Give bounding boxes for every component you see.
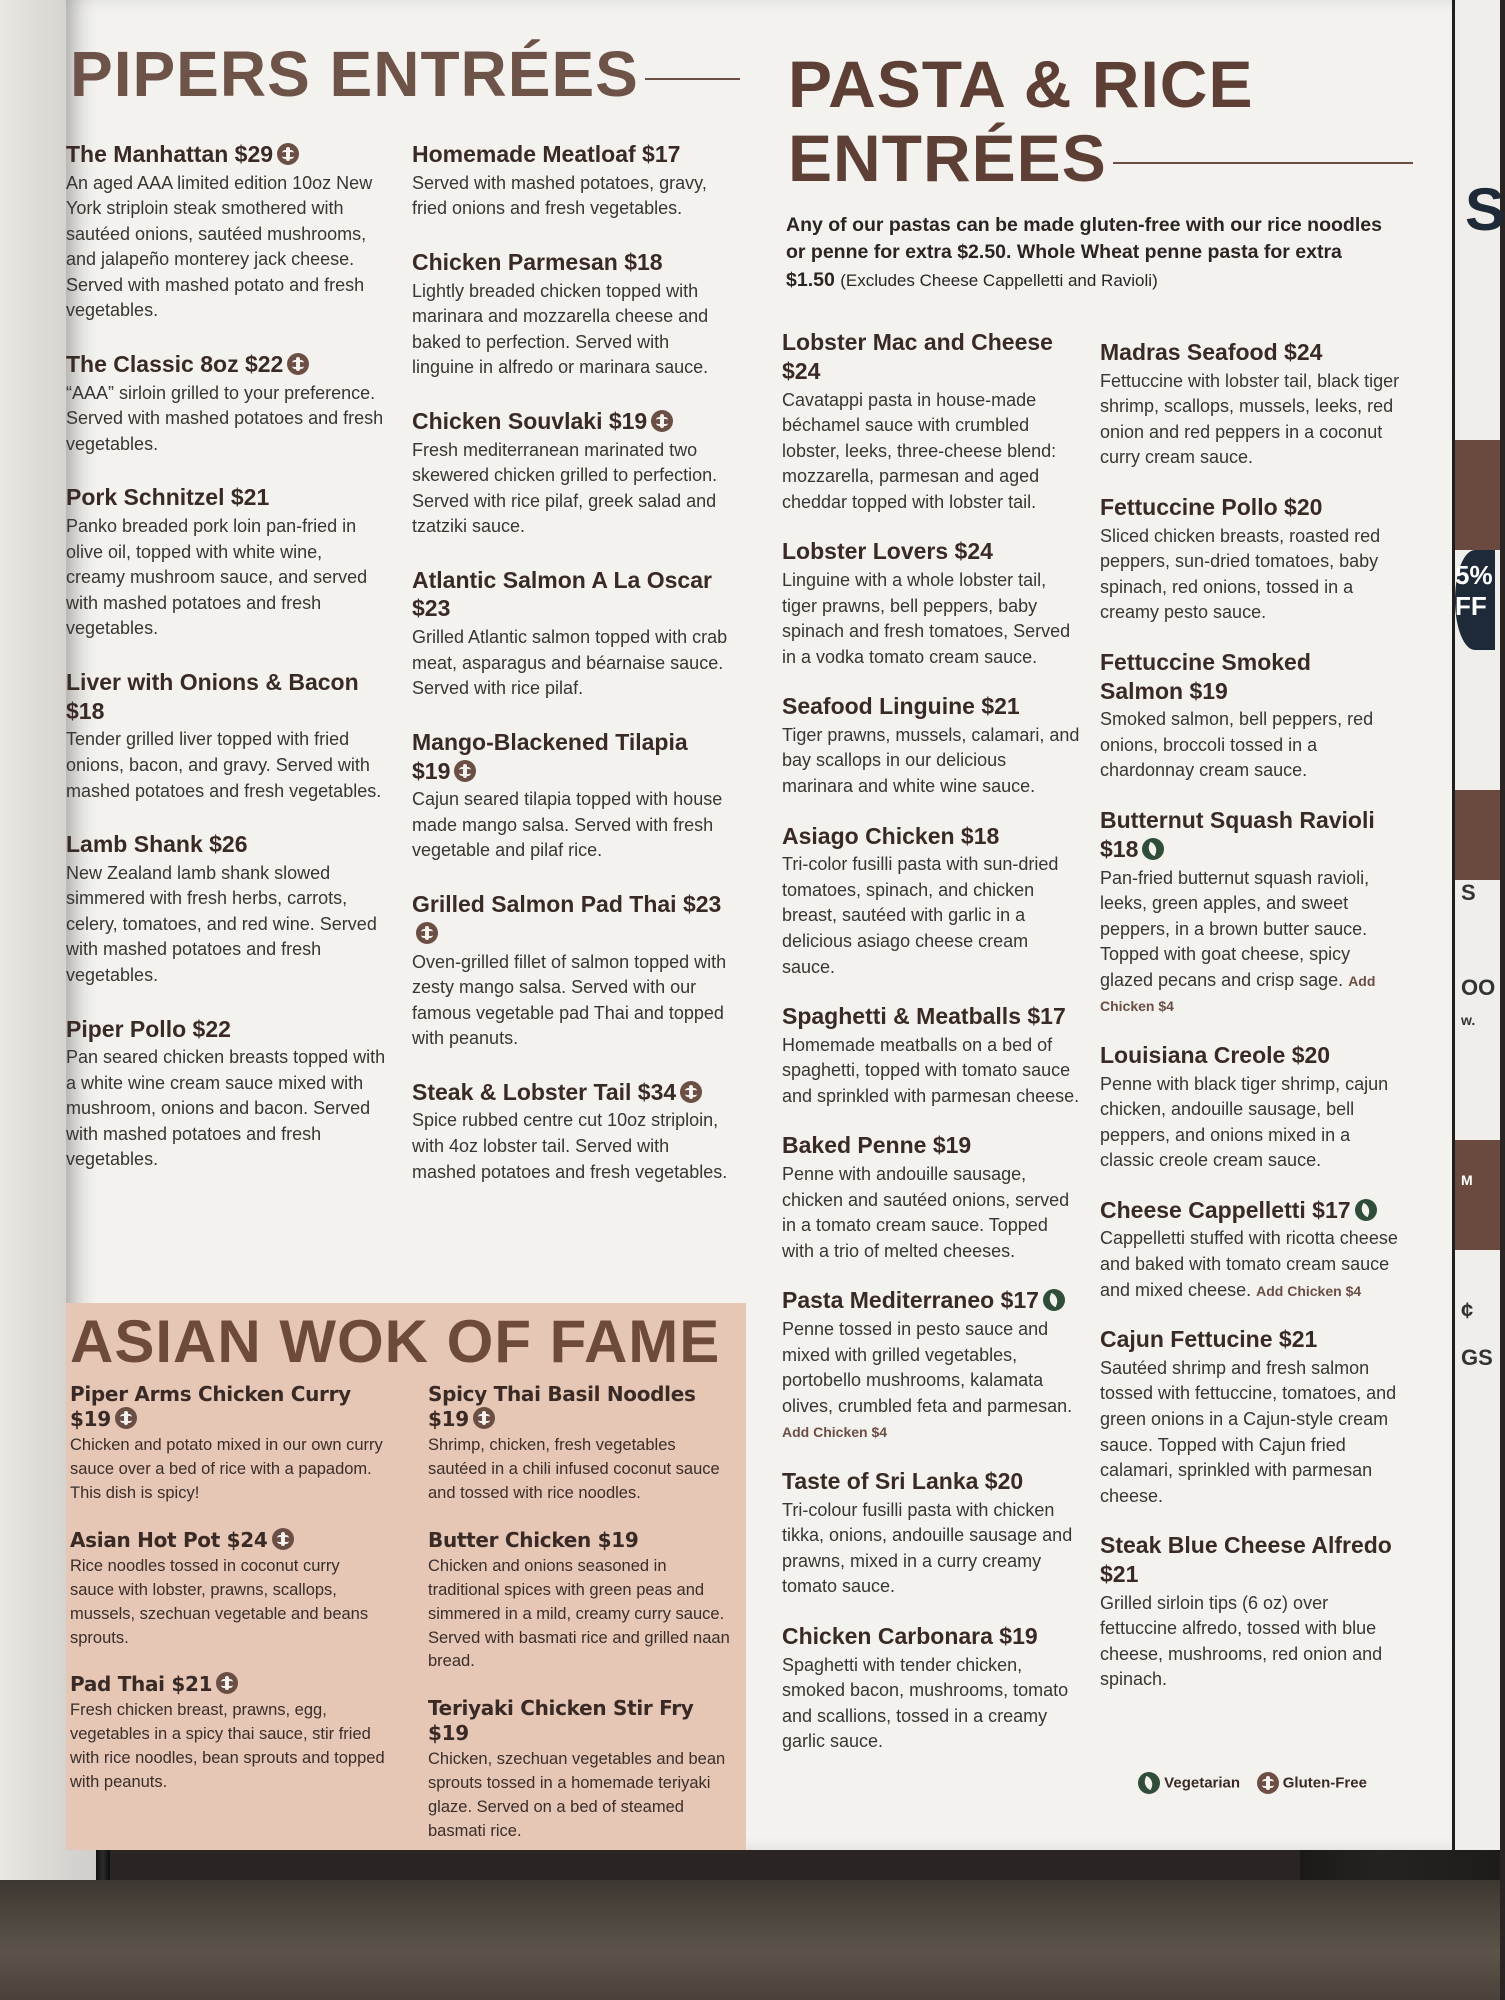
menu-item — [66, 140, 386, 324]
next-page-edge — [1455, 0, 1505, 1850]
item-name: Asian Hot Pot $24 — [70, 1527, 268, 1552]
item-description: Homemade meatballs on a bed of spaghetti, topped with tomato sauce and sprinkled with parmesan cheese. — [782, 1034, 1080, 1106]
menu-item — [782, 328, 1082, 515]
menu-item — [782, 1286, 1082, 1444]
item-description: Chicken and potato mixed in our own curry sauce over a bed of rice with a papadom. This dish is spicy! — [70, 1436, 383, 1502]
item-description: Smoked salmon, bell peppers, red onions, broccoli tossed in a chardonnay cream sauce. — [1100, 709, 1374, 781]
dietary-legend — [1134, 1772, 1367, 1794]
item-description: Cappelletti stuffed with ricotta cheese and baked with tomato cream sauce and mixed cheese. — [1100, 1228, 1398, 1300]
menu-item — [1100, 1325, 1400, 1509]
item-name: Spicy Thai Basil Noodles $19 — [428, 1382, 696, 1431]
next-page-fragment: S — [1465, 176, 1505, 243]
next-page-fragment: GS — [1461, 1345, 1493, 1370]
item-name: Pasta Mediterraneo $17 — [782, 1287, 1039, 1314]
menu-item — [1100, 1041, 1400, 1174]
item-description: Grilled Atlantic salmon topped with crab meat, asparagus and béarnaise sauce. Served with rice pilaf. — [412, 627, 728, 699]
item-description: Cajun seared tilapia topped with house made mango salsa. Served with fresh vegetable and pilaf rice. — [412, 789, 723, 861]
menu-item — [1100, 493, 1400, 626]
item-name: Atlantic Salmon A La Oscar $23 — [412, 566, 712, 622]
item-description: Pan-fried butternut squash ravioli, leeks, green apples, and sweet peppers, in a brown butter sauce. Topped with goat cheese, spicy glazed pecans and crisp sage. — [1100, 867, 1370, 990]
item-description: Panko breaded pork loin pan-fried in olive oil, topped with white wine, creamy mushroom sauce, and served with mashed potatoes and fresh vegetables. — [66, 516, 368, 639]
menu-item — [66, 830, 386, 988]
item-description: Fresh mediterranean marinated two skewered chicken grilled to perfection. Served with rice pilaf, greek salad and tzatziki sauce. — [412, 439, 718, 537]
addon-note: Add Chicken $4 — [782, 1424, 888, 1441]
pasta-column-1 — [782, 328, 1082, 1777]
item-name: Piper Pollo $22 — [66, 1015, 231, 1042]
menu-item — [1100, 1531, 1400, 1693]
menu-item — [66, 1015, 386, 1173]
item-name: Butter Chicken $19 — [428, 1527, 639, 1552]
item-name: Mango-Blackened Tilapia $19 — [412, 728, 688, 784]
item-name: The Manhattan $29 — [66, 141, 274, 167]
item-name: Chicken Souvlaki $19 — [412, 407, 648, 434]
menu-item — [66, 350, 386, 457]
item-name: Homemade Meatloaf $17 — [412, 141, 681, 167]
menu-item — [782, 537, 1082, 670]
legend-gluten-free-label: Gluten-Free — [1282, 1774, 1367, 1792]
menu-item — [428, 1696, 734, 1844]
legend-vegetarian-label: Vegetarian — [1164, 1774, 1241, 1792]
item-description: Tri-colour fusilli pasta with chicken tikka, onions, andouille sausage and prawns, mixed in a curry creamy tomato sauce. — [782, 1499, 1073, 1597]
pasta-rice-title: PASTA & RICE ENTRÉES — [788, 48, 1413, 196]
next-page-fragment: OO — [1461, 975, 1496, 1000]
item-description: Sliced chicken breasts, roasted red peppers, sun-dried tomatoes, baby spinach, red onions, tossed in a creamy pesto sauce. — [1100, 525, 1381, 623]
item-description: Tri-color fusilli pasta with sun-dried tomatoes, spinach, and chicken breast, sautéed with garlic in a delicious asiago cheese cream sauce. — [782, 854, 1059, 977]
item-name: Seafood Linguine $21 — [782, 693, 1020, 720]
item-name: Cheese Cappelletti $17 — [1100, 1196, 1351, 1223]
item-name: The Classic 8oz $22 — [66, 351, 284, 378]
menu-item — [782, 692, 1082, 799]
asian-wok-title: ASIAN WOK OF FAME — [70, 1308, 721, 1375]
item-name: Lobster Lovers $24 — [782, 538, 993, 565]
menu-item — [66, 668, 386, 804]
item-description: Pan seared chicken breasts topped with a white wine cream sauce mixed with mushroom, onions and bacon. Served with mashed potatoes and fresh vegetables. — [66, 1047, 386, 1170]
gluten-free-icon — [287, 353, 309, 375]
gluten-free-icon — [1257, 1772, 1279, 1794]
item-name: Fettuccine Smoked Salmon $19 — [1100, 648, 1311, 704]
menu-item — [70, 1672, 386, 1795]
item-description: Cavatappi pasta in house-made béchamel sauce with crumbled lobster, leeks, three-cheese blend: mozzarella, parmesan and aged cheddar topped with lobster tail. — [782, 389, 1057, 512]
next-page-fragment: S — [1461, 880, 1476, 905]
item-description: Grilled sirloin tips (6 oz) over fettuccine alfredo, tossed with blue cheese, mushrooms, red onion and spinach. — [1100, 1592, 1383, 1690]
item-name: Pad Thai $21 — [70, 1672, 213, 1697]
vegetarian-icon — [1138, 1772, 1160, 1794]
menu-item — [412, 890, 732, 1052]
item-name: Baked Penne $19 — [782, 1132, 972, 1159]
wok-column-2 — [428, 1382, 734, 1870]
next-page-badge: 5% FF — [1455, 550, 1495, 650]
menu-item — [66, 483, 386, 641]
pipers-column-2 — [412, 140, 732, 1211]
item-name: Lamb Shank $26 — [66, 831, 248, 858]
gluten-free-icon — [115, 1407, 137, 1429]
gluten-free-icon — [416, 922, 438, 944]
gluten-free-icon — [272, 1528, 294, 1550]
next-page-fragment: ¢ — [1461, 1298, 1474, 1323]
item-description: “AAA” sirloin grilled to your preference. Served with mashed potatoes and fresh vegetables. — [66, 382, 384, 454]
item-name: Teriyaki Chicken Stir Fry $19 — [428, 1696, 694, 1746]
gluten-free-icon — [473, 1407, 495, 1429]
item-description: Penne with black tiger shrimp, cajun chicken, andouille sausage, bell peppers, and onions mixed in a classic creole cream sauce. — [1100, 1073, 1389, 1171]
menu-item — [412, 566, 732, 702]
vegetarian-icon — [1043, 1289, 1065, 1311]
item-name: Butternut Squash Ravioli $18 — [1100, 807, 1375, 862]
item-name: Spaghetti & Meatballs $17 — [782, 1003, 1066, 1030]
menu-item — [412, 728, 732, 864]
item-description: New Zealand lamb shank slowed simmered with fresh herbs, carrots, celery, tomatoes, and red wine. Served with mashed potatoes and fresh vegetables. — [66, 862, 377, 985]
item-description: Spaghetti with tender chicken, smoked bacon, mushrooms, tomato and scallions, tossed in a creamy garlic sauce. — [782, 1654, 1069, 1752]
gluten-free-icon — [277, 143, 299, 165]
next-page-fragment: w. — [1461, 1012, 1476, 1028]
pipers-entrees-title: PIPERS ENTRÉES — [70, 42, 740, 106]
menu-page — [66, 0, 1452, 1850]
item-name: Steak & Lobster Tail $34 — [412, 1078, 677, 1105]
item-description: Linguine with a whole lobster tail, tiger prawns, bell peppers, baby spinach and fresh tomatoes, Served in a vodka tomato cream sauce. — [782, 569, 1071, 667]
menu-item — [412, 248, 732, 381]
menu-item — [1100, 1196, 1400, 1303]
addon-note: Add Chicken $4 — [1100, 972, 1376, 1015]
item-name: Grilled Salmon Pad Thai $23 — [412, 891, 722, 917]
item-name: Cajun Fettucine $21 — [1100, 1326, 1318, 1353]
item-description: Fresh chicken breast, prawns, egg, vegetables in a spicy thai sauce, stir fried with rice noodles, bean sprouts and topped with peanuts. — [70, 1701, 385, 1792]
wok-column-1 — [70, 1382, 386, 1821]
item-name: Steak Blue Cheese Alfredo $21 — [1100, 1532, 1392, 1587]
item-description: Tender grilled liver topped with fried onions, bacon, and gravy. Served with mashed potatoes and fresh vegetables. — [66, 729, 382, 801]
item-description: Tiger prawns, mussels, calamari, and bay scallops in our delicious marinara and white wine sauce. — [782, 724, 1080, 797]
gluten-free-icon — [216, 1672, 238, 1694]
item-description: Rice noodles tossed in coconut curry sauce with lobster, prawns, scallops, mussels, szechuan vegetable and beans sprouts. — [70, 1556, 369, 1647]
item-name: Lobster Mac and Cheese $24 — [782, 329, 1053, 384]
item-description: Oven-grilled fillet of salmon topped with zesty mango salsa. Served with our famous vegetable pad Thai and topped with peanuts. — [412, 951, 727, 1049]
item-name: Taste of Sri Lanka $20 — [782, 1467, 1024, 1494]
pasta-intro: Any of our pastas can be made gluten-free with our rice noodles or penne for extra $2.50. Whole Wheat penne pasta for extra $1.50 (Excludes Cheese Cappelletti and Ravioli) — [786, 214, 1382, 291]
item-name: Asiago Chicken $18 — [782, 822, 1000, 849]
next-page-fragment: M — [1461, 1172, 1473, 1188]
item-name: Fettuccine Pollo $20 — [1100, 493, 1323, 520]
item-name: Piper Arms Chicken Curry $19 — [70, 1382, 351, 1431]
item-description: Penne tossed in pesto sauce and mixed with grilled vegetables, portobello mushrooms, kalamata olives, crumbled feta and parmesan. — [782, 1319, 1073, 1416]
menu-item — [70, 1382, 386, 1506]
item-description: Spice rubbed centre cut 10oz striploin, with 4oz lobster tail. Served with mashed potatoes and fresh vegetables. — [412, 1110, 728, 1182]
item-description: Shrimp, chicken, fresh vegetables sautéed in a chili infused coconut sauce and tossed with rice noodles. — [428, 1436, 720, 1502]
menu-item — [1100, 338, 1400, 471]
menu-item — [412, 407, 732, 540]
item-name: Pork Schnitzel $21 — [66, 484, 270, 511]
menu-item — [1100, 806, 1400, 1019]
item-name: Liver with Onions & Bacon $18 — [66, 668, 359, 724]
floor-background — [0, 1880, 1500, 2000]
menu-item — [428, 1528, 734, 1675]
item-description: Sautéed shrimp and fresh salmon tossed with fettuccine, tomatoes, and green onions in a Cajun-style cream sauce. Topped with Cajun fried calamari, sprinkled with parmesan cheese. — [1100, 1357, 1397, 1506]
item-description: An aged AAA limited edition 10oz New York striploin steak smothered with sautéed onions, sautéed mushrooms, and jalapeño monterey jack cheese. Served with mashed potato and fresh vegetables. — [66, 172, 373, 321]
pasta-column-2 — [1100, 338, 1400, 1715]
vegetarian-icon — [1142, 838, 1164, 860]
menu-item — [782, 1002, 1082, 1109]
item-description: Penne with andouille sausage, chicken and sautéed onions, served in a tomato cream sauce. Topped with a trio of melted cheeses. — [782, 1164, 1070, 1261]
item-description: Lightly breaded chicken topped with marinara and mozzarella cheese and baked to perfection. Served with linguine in alfredo or marinara sauce. — [412, 280, 709, 378]
menu-item — [782, 1622, 1082, 1755]
menu-item — [412, 1078, 732, 1185]
menu-item — [70, 1528, 386, 1651]
item-name: Chicken Parmesan $18 — [412, 248, 663, 275]
item-name: Chicken Carbonara $19 — [782, 1622, 1038, 1649]
item-description: Served with mashed potatoes, gravy, fried onions and fresh vegetables. — [412, 172, 707, 219]
item-description: Chicken and onions seasoned in traditional spices with green peas and simmered in a mild, creamy curry sauce. Served with basmati rice and grilled naan bread. — [428, 1556, 730, 1671]
vegetarian-icon — [1355, 1199, 1377, 1221]
item-name: Madras Seafood $24 — [1100, 339, 1323, 365]
menu-item — [412, 140, 732, 222]
menu-item — [782, 1131, 1082, 1264]
gluten-free-icon — [454, 760, 476, 782]
item-name: Louisiana Creole $20 — [1100, 1041, 1331, 1068]
item-description: Fettuccine with lobster tail, black tiger shrimp, scallops, mussels, leeks, red onion and red peppers in a coconut curry cream sauce. — [1100, 370, 1400, 468]
menu-item — [1100, 648, 1400, 784]
menu-item — [782, 822, 1082, 980]
gluten-free-icon — [680, 1081, 702, 1103]
pipers-column-1 — [66, 140, 386, 1199]
menu-item — [782, 1467, 1082, 1600]
menu-item — [428, 1382, 734, 1506]
item-description: Chicken, szechuan vegetables and bean sprouts tossed in a homemade teriyaki glaze. Served on a bed of steamed basmati rice. — [428, 1750, 726, 1841]
gluten-free-icon — [651, 410, 673, 432]
addon-note: Add Chicken $4 — [1256, 1282, 1362, 1299]
